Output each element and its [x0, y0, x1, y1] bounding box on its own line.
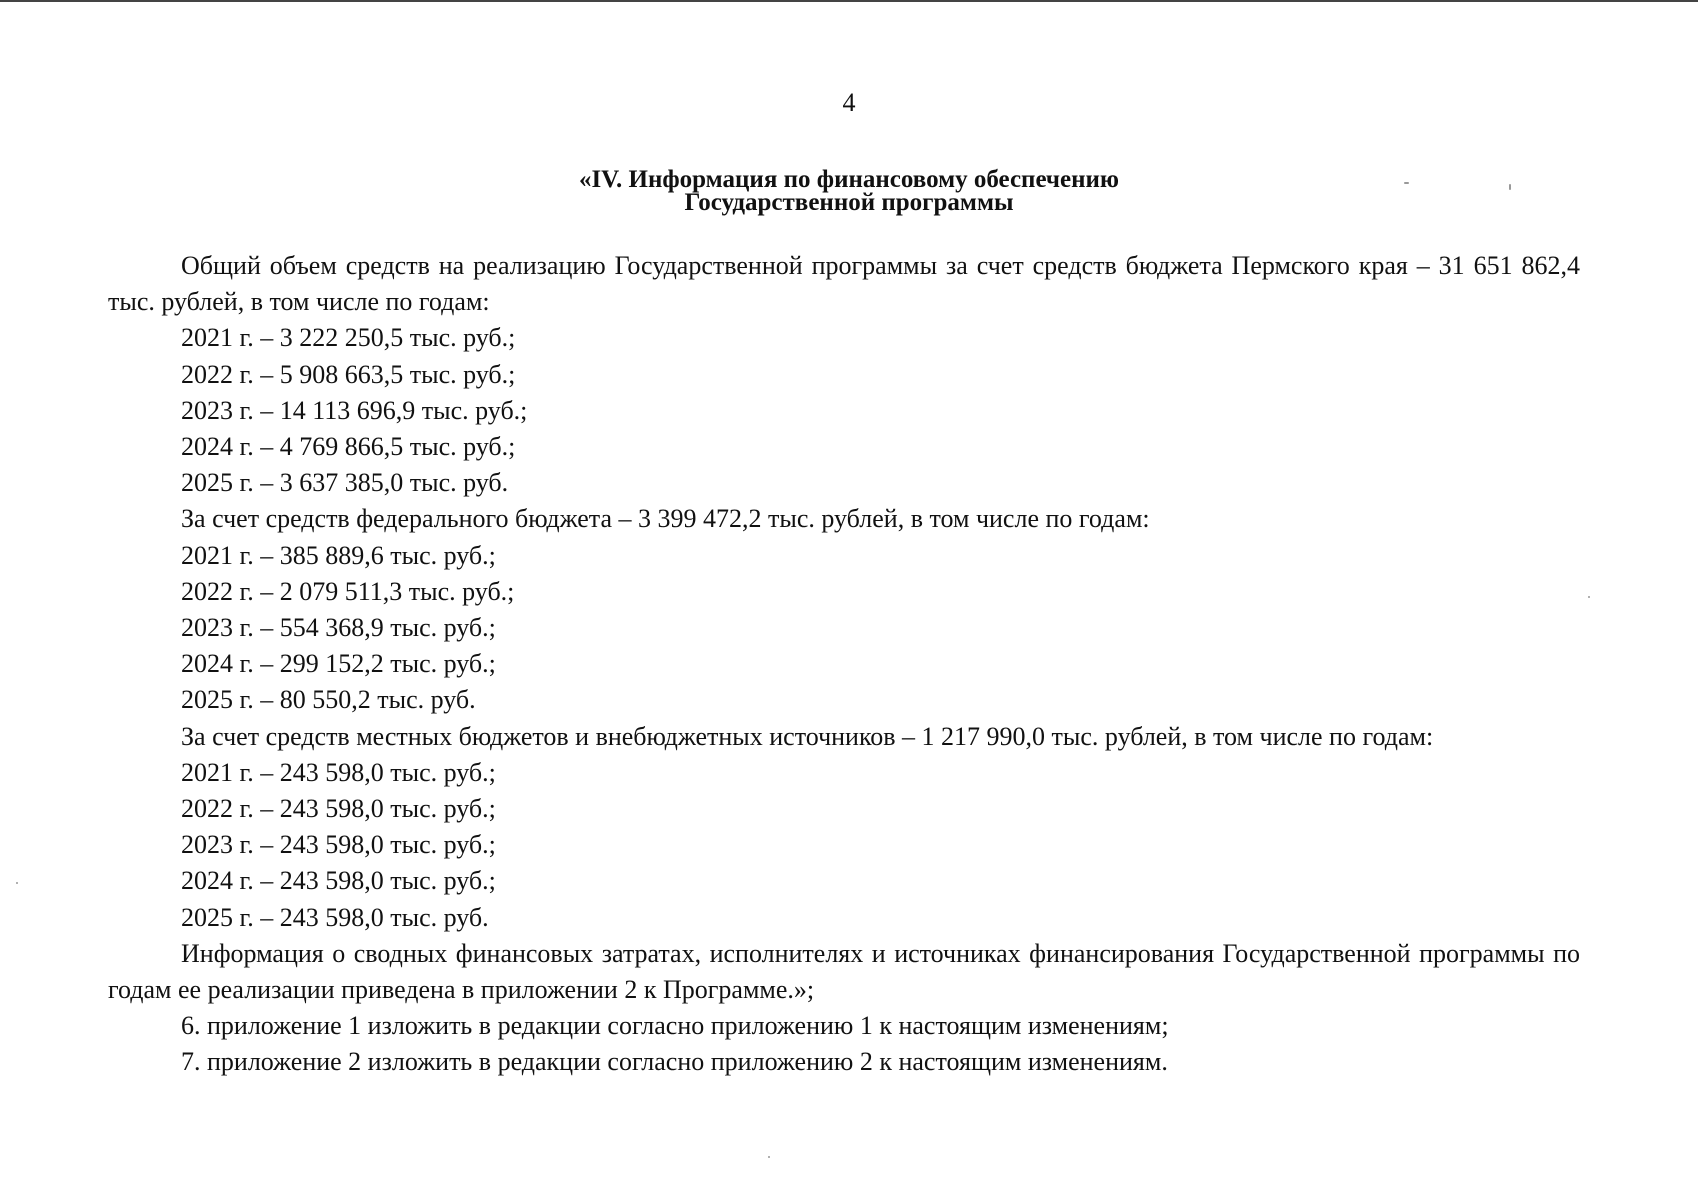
scan-speck [1588, 596, 1590, 598]
document-body [108, 248, 1580, 1081]
scan-top-edge [0, 0, 1698, 2]
regional-budget-total-paragraph: Общий объем средств на реализацию Государственной программы за счет средств бюджета Пермского края – 31 651 862,4 тыс. рублей, в том числе по годам: [108, 251, 1580, 317]
federal-year-line: 2022 г. – 2 079 511,3 тыс. руб.; [181, 576, 515, 606]
summary-info-paragraph: Информация о сводных финансовых затратах, исполнителях и источниках финансирования Государственной программы по годам ее реализации приведена в приложении 2 к Программе.»; [108, 938, 1580, 1005]
regional-year-line: 2024 г. – 4 769 866,5 тыс. руб.; [181, 432, 516, 462]
regional-year-line: 2025 г. – 3 637 385,0 тыс. руб. [181, 468, 509, 498]
section-title-line-1: «IV. Информация по финансовому обеспечению [578, 166, 1120, 193]
scan-speck [1404, 182, 1409, 184]
local-budget-total-paragraph: За счет средств местных бюджетов и внебюджетных источников – 1 217 990,0 тыс. рублей, в том числе по годам: [181, 721, 1434, 751]
local-year-line: 2022 г. – 243 598,0 тыс. руб.; [181, 794, 496, 824]
local-year-line: 2024 г. – 243 598,0 тыс. руб.; [181, 866, 496, 896]
federal-year-line: 2023 г. – 554 368,9 тыс. руб.; [181, 613, 496, 643]
local-year-line: 2023 г. – 243 598,0 тыс. руб.; [181, 830, 496, 860]
federal-year-line: 2024 г. – 299 152,2 тыс. руб.; [181, 649, 496, 679]
regional-year-line: 2023 г. – 14 113 696,9 тыс. руб.; [181, 395, 528, 425]
local-year-line: 2025 г. – 243 598,0 тыс. руб. [181, 902, 489, 932]
regional-year-line: 2022 г. – 5 908 663,5 тыс. руб.; [181, 359, 516, 389]
section-title [0, 168, 1698, 214]
federal-year-line: 2025 г. – 80 550,2 тыс. руб. [181, 685, 476, 715]
regional-year-line: 2021 г. – 3 222 250,5 тыс. руб.; [181, 323, 516, 353]
amendment-item-6: 6. приложение 1 изложить в редакции согласно приложению 1 к настоящим изменениям; [181, 1011, 1169, 1041]
federal-year-line: 2021 г. – 385 889,6 тыс. руб.; [181, 540, 496, 570]
scan-speck [768, 1156, 770, 1158]
local-year-line: 2021 г. – 243 598,0 тыс. руб.; [181, 757, 496, 787]
amendment-item-7: 7. приложение 2 изложить в редакции согласно приложению 2 к настоящим изменениям. [181, 1047, 1168, 1077]
scan-speck [16, 882, 18, 884]
page-number: 4 [842, 88, 856, 117]
federal-budget-total-paragraph: За счет средств федерального бюджета – 3 399 472,2 тыс. рублей, в том числе по годам: [181, 504, 1150, 534]
section-title-line-2: Государственной программы [684, 189, 1014, 216]
scan-speck [1509, 184, 1511, 190]
